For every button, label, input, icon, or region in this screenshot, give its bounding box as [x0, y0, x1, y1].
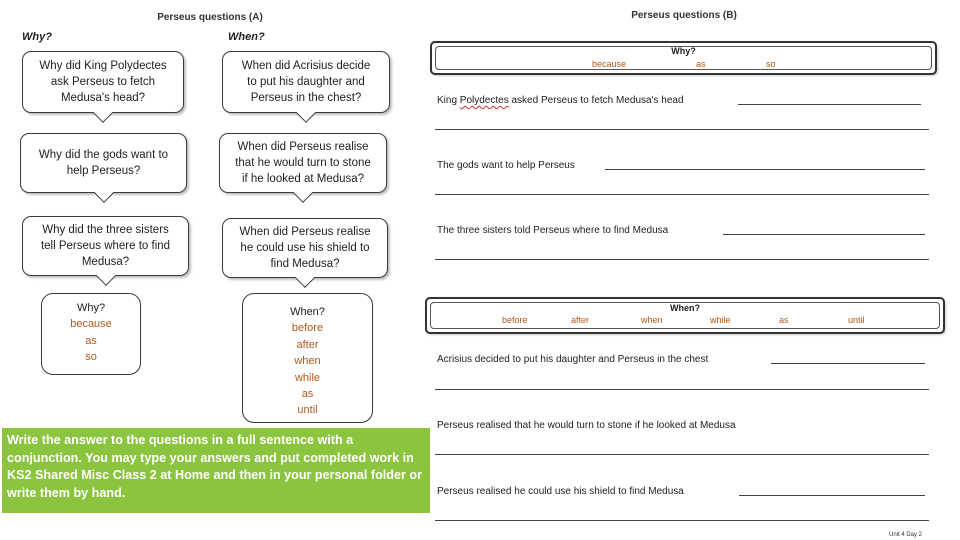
- when-question-3-text: When did Perseus realise he could use his shield to find Medusa?: [239, 226, 371, 270]
- sentence-6: Perseus realised he could use his shield to find Medusa: [437, 486, 684, 497]
- when-bar-word: when: [641, 315, 663, 325]
- sentence-1-name: Polydectes: [459, 95, 509, 106]
- when-question-1-text: When did Acrisius decide to put his daughter and Perseus in the chest?: [241, 60, 371, 104]
- why-conjunctions-bar: [430, 41, 937, 75]
- answer-line: [739, 495, 925, 496]
- instructions-panel: [2, 428, 430, 513]
- when-bar-word: after: [571, 315, 590, 325]
- when-box-word: while: [294, 371, 321, 384]
- why-bar-word: because: [592, 59, 627, 69]
- answer-line: [605, 169, 925, 170]
- why-box-word: so: [85, 351, 97, 364]
- when-question-2-text: When did Perseus realise that he would turn to stone if he looked at Medusa?: [235, 141, 371, 185]
- page-footer: Unit 4 Day 2: [889, 532, 923, 538]
- why-box-word: because: [70, 318, 112, 331]
- answer-line: [435, 454, 929, 455]
- sentence-1: [437, 95, 684, 106]
- sentence-3: The three sisters told Perseus where to find Medusa: [437, 225, 669, 236]
- sentence-2: The gods want to help Perseus: [437, 160, 575, 171]
- answer-line: [723, 234, 925, 235]
- answer-line: [435, 389, 929, 390]
- why-question-bubble-1: [22, 51, 184, 113]
- when-bar-word: until: [848, 315, 865, 325]
- why-box-heading: Why?: [76, 302, 106, 314]
- why-question-3-text: Why did the three sisters tell Perseus where to find Medusa?: [40, 224, 171, 268]
- when-question-bubble-1: [222, 51, 390, 113]
- why-question-bubble-2: [20, 133, 187, 193]
- when-conjunctions-box: [242, 293, 373, 423]
- sentence-1-start: King: [437, 95, 460, 106]
- why-question-bubble-3: [22, 216, 189, 276]
- answer-line: [435, 259, 929, 260]
- when-bar-word: while: [710, 315, 731, 325]
- answer-line: [435, 129, 929, 130]
- when-question-bubble-3: [222, 218, 388, 278]
- answer-line: [738, 104, 921, 105]
- sentence-1-end: asked Perseus to fetch Medusa's head: [508, 95, 684, 106]
- answer-line: [435, 194, 929, 195]
- when-box-word: before: [291, 322, 324, 335]
- sentence-5: Perseus realised that he would turn to stone if he looked at Medusa: [437, 420, 736, 431]
- when-box-word: until: [297, 404, 318, 417]
- answer-line: [435, 520, 929, 521]
- when-conjunctions-bar: [425, 297, 945, 334]
- when-box-word: after: [296, 338, 319, 351]
- when-bar-word: as: [779, 315, 789, 325]
- when-bar-heading: When?: [670, 303, 700, 313]
- why-bar-word: so: [766, 59, 776, 69]
- why-heading: Why?: [22, 31, 52, 43]
- page-a-title: Perseus questions (A): [157, 12, 263, 23]
- why-question-1-text: Why did King Polydectes ask Perseus to fetch Medusa's head?: [39, 60, 167, 104]
- page-b-title: Perseus questions (B): [631, 10, 737, 21]
- when-box-word: as: [301, 388, 314, 401]
- why-bar-word: as: [696, 59, 706, 69]
- why-box-word: as: [85, 334, 97, 347]
- answer-line: [771, 363, 925, 364]
- when-box-word: when: [294, 355, 321, 368]
- sentence-4: Acrisius decided to put his daughter and Perseus in the chest: [437, 354, 709, 365]
- instructions-text: Write the answer to the questions in a full sentence with a conjunction. You may type your answers and put completed work in KS2 Shared Misc Class 2 at Home and then in your personal folder or write them by hand.: [7, 433, 422, 500]
- when-question-bubble-2: [219, 133, 387, 193]
- why-bar-heading: Why?: [671, 46, 696, 56]
- why-question-2-text: Why did the gods want to help Perseus?: [38, 149, 169, 177]
- when-bar-word: before: [502, 315, 528, 325]
- when-box-heading: When?: [290, 306, 325, 318]
- why-conjunctions-box: [41, 293, 141, 375]
- when-heading: When?: [228, 31, 265, 43]
